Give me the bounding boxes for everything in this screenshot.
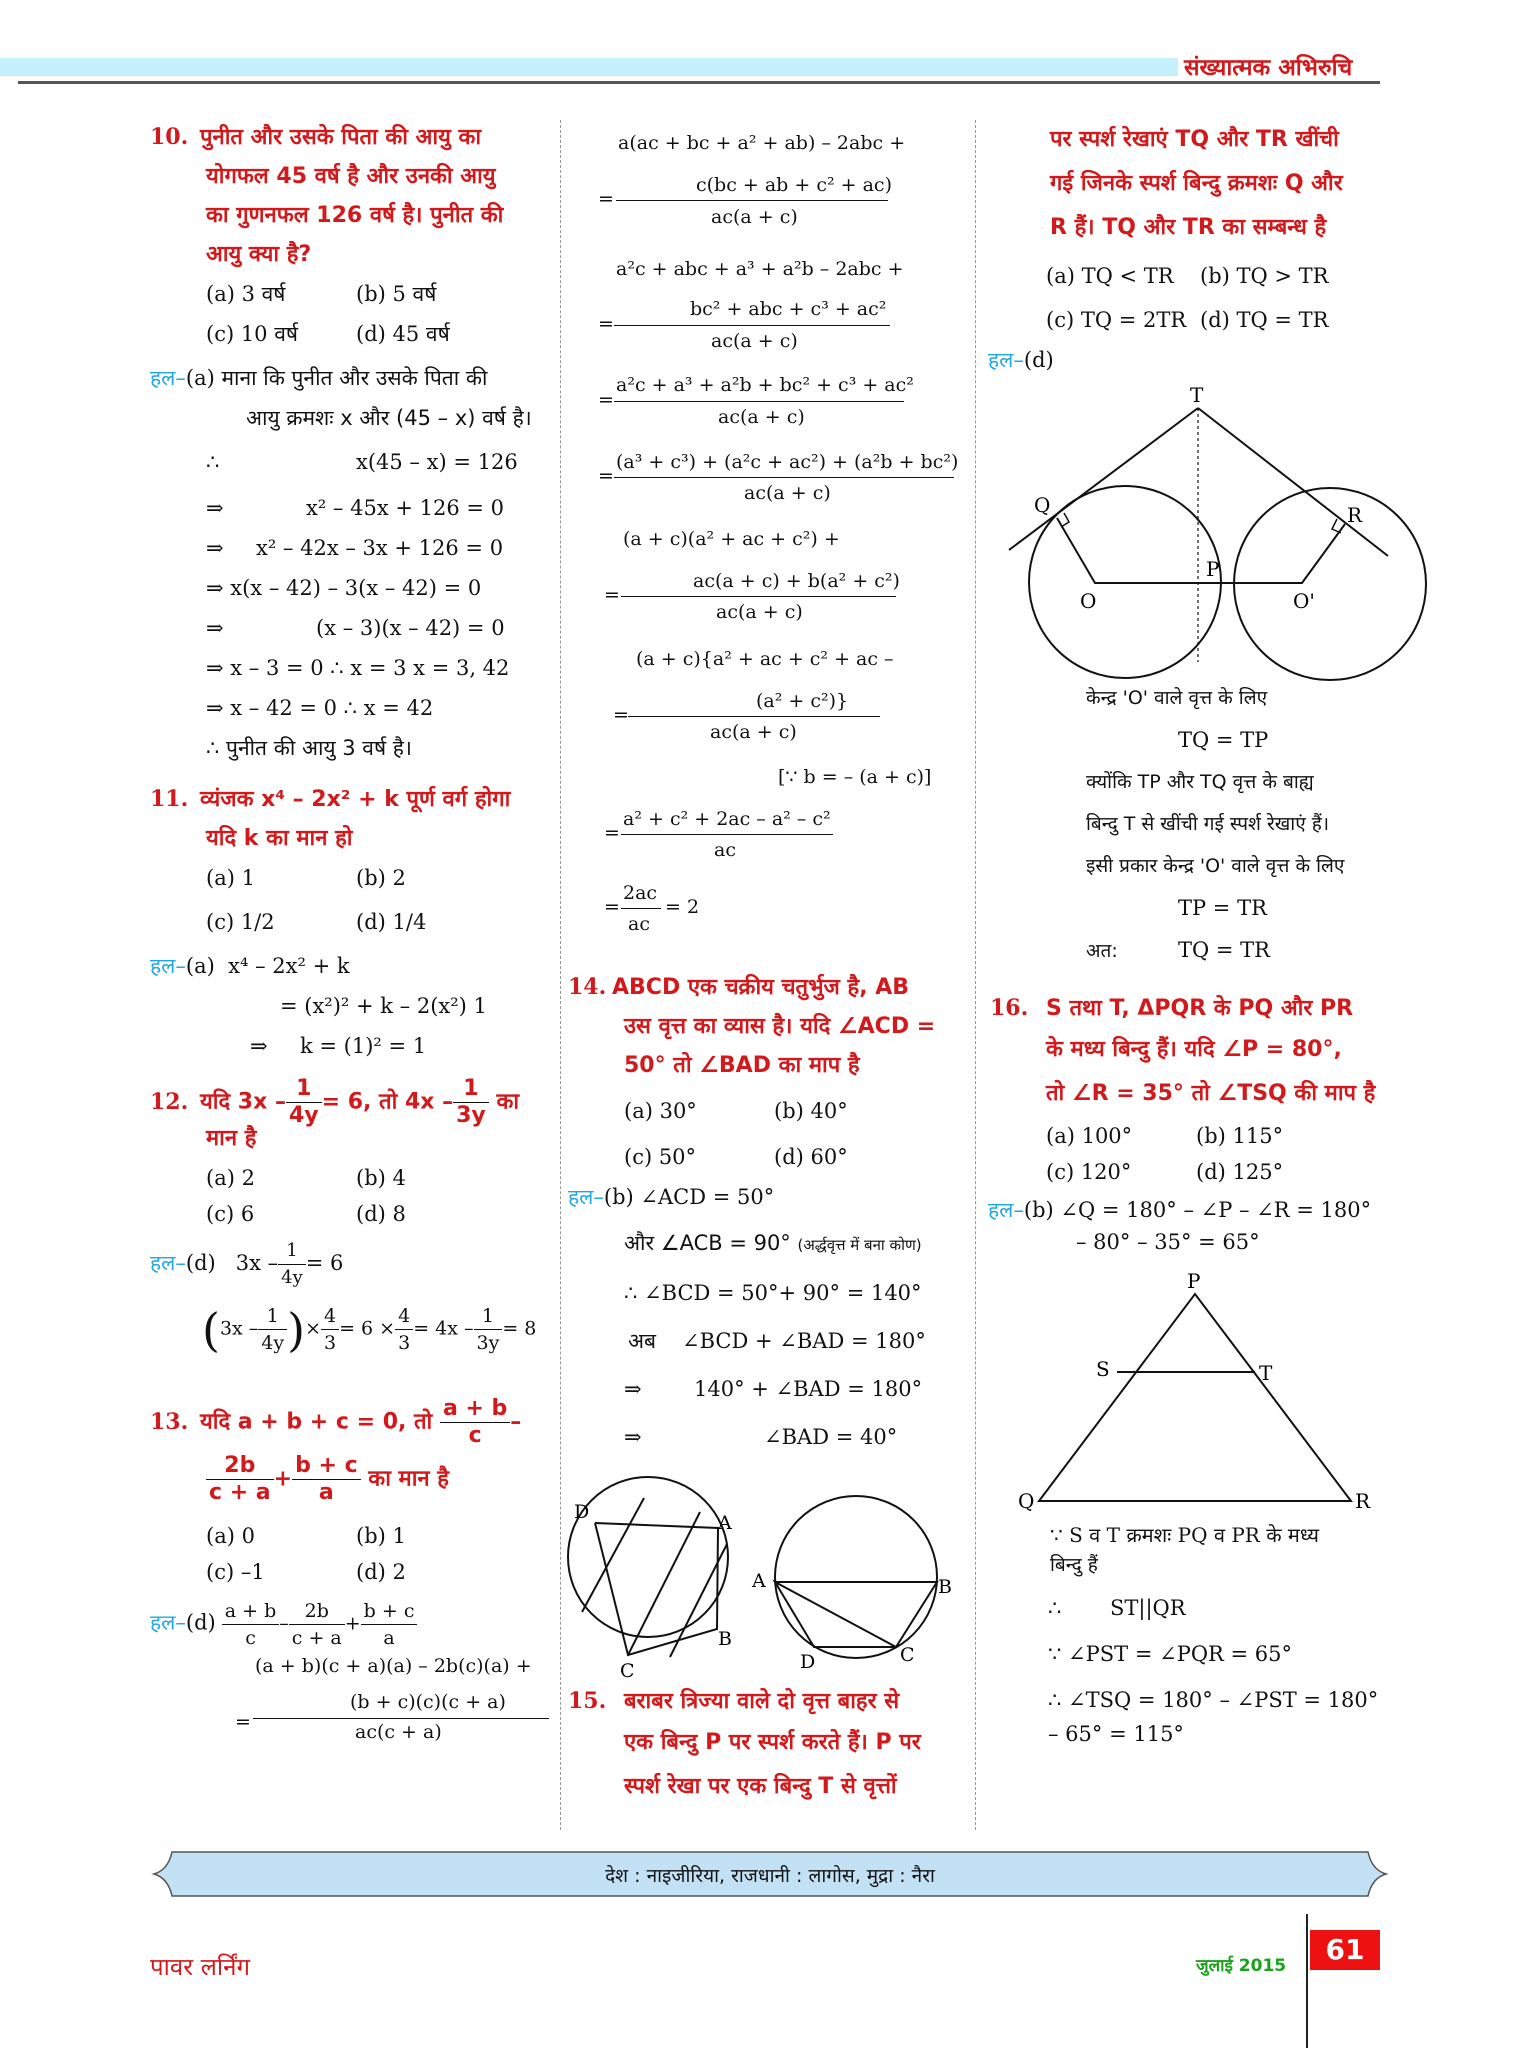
question-text: योगफल 45 वर्ष है और उनकी आयु <box>206 164 496 189</box>
circle-right <box>775 1496 937 1658</box>
label-D: D <box>800 1651 816 1673</box>
label-R: R <box>1347 503 1363 527</box>
fraction-numerator: b + c <box>292 1453 361 1480</box>
equation: TP = TR <box>1178 896 1267 920</box>
equation: ∵ ∠PST = ∠PQR = 65° <box>1048 1642 1293 1666</box>
reason-note: (अर्द्धवृत्त में बना कोण) <box>797 1236 922 1254</box>
solution-step <box>150 528 560 568</box>
options-row <box>568 1137 978 1177</box>
question-number: 15. <box>568 1688 607 1714</box>
question-number: 13. <box>150 1408 189 1435</box>
fraction-bar <box>621 834 833 835</box>
equation: a²c + abc + a³ + a²b – 2abc + <box>616 258 904 280</box>
solution-step <box>150 442 560 482</box>
question-text: व्यंजक x⁴ – 2x² + k पूर्ण वर्ग होगा <box>200 787 511 812</box>
fraction-numerator: 2b <box>206 1453 274 1480</box>
equation: ∠BAD = 40° <box>764 1425 898 1449</box>
fraction-denominator: 3y <box>476 1332 500 1354</box>
question-text: यदि k का मान हो <box>206 826 353 851</box>
solution-label: हल– <box>568 1185 604 1209</box>
equation: ac(a + c) + b(a² + c²) <box>693 570 900 592</box>
label-P: P <box>1206 557 1220 581</box>
options-row <box>150 1158 560 1198</box>
question-text: R हैं। TQ और TR का सम्बन्ध है <box>1050 215 1327 240</box>
solution-step <box>568 1223 978 1265</box>
equation: x² – 45x + 126 = 0 <box>306 496 505 520</box>
operator: = <box>598 188 614 210</box>
fraction-bar <box>614 325 890 326</box>
options-row <box>150 274 560 314</box>
question-number: 12. <box>150 1088 189 1115</box>
question-text: पुनीत और उसके पिता की आयु का <box>200 125 482 150</box>
solution-label: हल– <box>150 954 186 978</box>
fraction-denominator: a <box>383 1627 395 1649</box>
equation: a(ac + bc + a² + ab) – 2abc + <box>618 132 906 154</box>
option: (c) 1/2 <box>206 910 275 934</box>
equation: 3x – <box>219 1317 259 1340</box>
equation: (x – 3)(x – 42) = 0 <box>316 616 505 640</box>
solution-14 <box>568 1177 978 1217</box>
page-number: 61 <box>1310 1930 1380 1970</box>
fraction-numerator: 1 <box>453 1076 489 1103</box>
option: (d) 60° <box>774 1145 848 1169</box>
question-text: स्पर्श रेखा पर एक बिन्दु T से वृत्तों <box>624 1774 897 1799</box>
equation: ⇒ x – 42 = 0 ∴ x = 42 <box>206 696 434 720</box>
implies-symbol: ⇒ <box>206 616 224 640</box>
fraction-denominator: c <box>245 1627 256 1649</box>
fraction-bar <box>614 477 954 478</box>
operator: – <box>279 1612 289 1635</box>
solution-text: केन्द्र 'O' वाले वृत्त के लिए <box>1086 687 1268 709</box>
therefore-symbol: ∴ <box>206 450 220 474</box>
solution-text: इसी प्रकार केन्द्र 'O' वाले वृत्त के लिए <box>1086 855 1345 877</box>
label-R: R <box>1355 1489 1371 1513</box>
label-O-prime: O' <box>1293 589 1315 613</box>
question-text: का <box>496 1089 520 1115</box>
solution-label: हल– <box>988 348 1024 372</box>
question-16 <box>990 989 1390 1116</box>
fraction-bar <box>616 200 888 201</box>
equation: (b + c)(c)(c + a) <box>350 1691 506 1713</box>
question-text: के मध्य बिन्दु हैं। यदि ∠P = 80°, <box>1046 1037 1342 1062</box>
solution-10 <box>150 358 560 398</box>
label-B: B <box>938 1576 952 1598</box>
option: (b) TQ > TR <box>1200 264 1329 288</box>
column-3 <box>990 118 1390 1754</box>
reason-note: [∵ b = – (a + c)] <box>778 766 932 788</box>
equation: = 6 <box>305 1251 344 1275</box>
operator: = <box>604 584 620 606</box>
solution-step <box>990 1588 1390 1628</box>
option: (a) 30° <box>624 1099 697 1123</box>
equation: (a + c){a² + ac + c² + ac – <box>636 648 894 670</box>
option: (a) 3 वर्ष <box>206 282 286 306</box>
column-2 <box>568 118 978 1809</box>
question-text: आयु क्या है? <box>206 242 312 267</box>
options-row <box>150 902 560 942</box>
question-text: यदि a + b + c = 0, तो <box>200 1409 433 1435</box>
question-number: 16. <box>990 995 1029 1021</box>
equation: TQ = TP <box>1178 728 1269 752</box>
equation: और ∠ACB = 90° <box>624 1231 791 1255</box>
equation: = 8 <box>502 1317 537 1340</box>
cyclic-quadrilateral-figures <box>560 1465 970 1682</box>
equation: = (x²)² + k – 2(x²) 1 <box>280 994 487 1018</box>
label-A: A <box>718 1512 732 1534</box>
question-text: तो ∠R = 35° तो ∠TSQ की माप है <box>1046 1081 1376 1106</box>
implies-symbol: ⇒ <box>206 536 224 560</box>
option: (a) TQ < TR <box>1046 264 1174 288</box>
solution-12 <box>150 1238 560 1291</box>
triangle-figure <box>990 1262 1390 1512</box>
equation: ac(a + c) <box>716 601 803 623</box>
solution-text: क्योंकि TP और TQ वृत्त के बाह्य <box>1086 771 1314 793</box>
solution-answer: (a) <box>185 954 215 978</box>
options-row <box>568 1091 978 1131</box>
equation: – 65° = 115° <box>1048 1722 1184 1746</box>
implies-symbol: ⇒ <box>206 496 224 520</box>
implies-symbol: ⇒ <box>624 1377 642 1401</box>
label-Q: Q <box>1034 493 1051 517</box>
label-Q: Q <box>1018 1489 1035 1513</box>
operator: = <box>598 313 614 335</box>
solution-answer: (b) <box>603 1185 634 1209</box>
equation: ∴ ∠TSQ = 180° – ∠PST = 180° <box>1048 1688 1379 1712</box>
operator: + <box>344 1612 361 1635</box>
equation: ST||QR <box>1110 1596 1186 1620</box>
solution-text: माना कि पुनीत और उसके पिता की <box>221 366 488 390</box>
option: (c) 10 वर्ष <box>206 322 299 346</box>
quadrilateral-right <box>775 1582 937 1647</box>
option: (c) 120° <box>1046 1160 1132 1184</box>
equation: (a + c)(a² + ac + c²) + <box>623 528 840 550</box>
question-number: 10. <box>150 124 189 150</box>
line <box>628 1512 700 1655</box>
equation: ac(a + c) <box>718 406 805 428</box>
tangent-circles-figure <box>990 372 1390 672</box>
equation: x(45 – x) = 126 <box>356 450 518 474</box>
option: (d) 125° <box>1196 1160 1284 1184</box>
option: (a) 100° <box>1046 1124 1133 1148</box>
equation: × <box>305 1317 321 1340</box>
label-now: अब <box>628 1329 657 1353</box>
equation: ac(c + a) <box>355 1721 442 1743</box>
solution-step <box>150 488 560 528</box>
options-row <box>150 1194 560 1234</box>
fraction-denominator: 4y <box>261 1332 285 1354</box>
option: (a) 2 <box>206 1166 255 1190</box>
options-row <box>990 1116 1390 1156</box>
option: (b) 115° <box>1196 1124 1284 1148</box>
equation: (a² + c²)} <box>756 690 849 712</box>
publication-name: पावर लर्निंग <box>150 1953 250 1981</box>
right-angle-mark <box>1061 513 1069 527</box>
option: (b) 1 <box>356 1524 406 1548</box>
options-row <box>150 314 560 354</box>
equation: c(bc + ab + c² + ac) <box>696 174 892 196</box>
options-row <box>150 1552 560 1592</box>
fraction-bar <box>628 716 880 717</box>
solution-11 <box>150 946 560 986</box>
label-A: A <box>752 1570 766 1592</box>
equation: a²c + a³ + a²b + bc² + c³ + ac² <box>616 374 914 396</box>
footer-divider <box>1306 1914 1308 2048</box>
option: (a) 0 <box>206 1524 255 1548</box>
equation: – 80° – 35° = 65° <box>1076 1230 1260 1254</box>
label-C: C <box>900 1644 915 1666</box>
operator: = <box>598 389 614 411</box>
question-text: गई जिनके स्पर्श बिन्दु क्रमशः Q और <box>1050 171 1343 196</box>
fact-banner-text: देश : नाइजीरिया, राजधानी : लागोस, मुद्रा : नैरा <box>605 1865 935 1887</box>
label-D: D <box>574 1501 590 1523</box>
fraction-denominator: 4y <box>288 1103 319 1128</box>
solution-13-final <box>568 758 978 1078</box>
equation: a² + c² + 2ac – a² – c² <box>623 808 831 830</box>
options-row <box>990 1152 1390 1192</box>
solution-text: बिन्दु हैं <box>1050 1554 1098 1576</box>
operator: = <box>235 1711 251 1733</box>
equation: ⇒ x – 3 = 0 ∴ x = 3 x = 3, 42 <box>206 656 510 680</box>
solution-step <box>150 1651 560 1751</box>
option: (c) TQ = 2TR <box>1046 308 1187 332</box>
question-text: उस वृत्त का व्यास है। यदि ∠ACD = <box>624 1014 936 1039</box>
option: (b) 5 वर्ष <box>356 282 437 306</box>
quadrilateral-left <box>595 1523 718 1655</box>
solution-13 <box>150 1598 560 1651</box>
option: (d) 45 वर्ष <box>356 322 450 346</box>
fraction-denominator: a <box>318 1480 334 1505</box>
implies-symbol: ⇒ <box>250 1034 268 1058</box>
equation: = 2 <box>665 896 700 918</box>
triangle-PQR <box>1039 1294 1351 1501</box>
solution-answer: (d) <box>185 1610 216 1635</box>
fraction-numerator: 4 <box>321 1303 339 1330</box>
label-P: P <box>1187 1269 1201 1293</box>
section-title: संख्यात्मक अभिरुचि <box>1184 55 1353 81</box>
equation: (a + b)(c + a)(a) – 2b(c)(a) + <box>255 1655 532 1677</box>
circle-left <box>568 1477 728 1637</box>
fact-banner-text-box <box>152 1850 1388 1898</box>
solution-step <box>150 608 560 648</box>
option: (d) TQ = TR <box>1200 308 1329 332</box>
question-text: एक बिन्दु P पर स्पर्श करते हैं। P पर <box>624 1730 921 1755</box>
solution-13-continued <box>568 118 978 758</box>
equation: 3x – <box>235 1251 279 1275</box>
solution-text: आयु क्रमशः x और (45 – x) वर्ष है। <box>246 406 532 430</box>
label-hence: अत: <box>1086 940 1118 962</box>
question-text: का गुणनफल 126 वर्ष है। पुनीत की <box>206 203 504 228</box>
equation: ∠BCD + ∠BAD = 180° <box>682 1329 926 1353</box>
question-text: यदि 3x – <box>200 1089 286 1115</box>
option: (d) 1/4 <box>356 910 427 934</box>
fraction-numerator: b + c <box>361 1598 418 1625</box>
header-band <box>0 58 1178 76</box>
solution-step: (3x – $\frac{1}{4y}$ )× $\frac{4}{3}$ = 6 × $\frac{4}{3}$ = 4x – $\frac{1}{3y}$ = 8 <box>202 1302 537 1357</box>
fraction-numerator: 1 <box>258 1303 287 1330</box>
equation: ∠ACD = 50° <box>640 1185 775 1209</box>
column-1 <box>150 118 560 1751</box>
solution-answer: (d) <box>1023 348 1054 372</box>
equation: TQ = TR <box>1178 938 1270 962</box>
option: (d) 2 <box>356 1560 406 1584</box>
fraction-numerator: 2b <box>289 1598 345 1625</box>
question-text: ABCD एक चक्रीय चतुर्भुज है, AB <box>612 975 910 1000</box>
equation: = 4x – <box>413 1317 474 1340</box>
fraction-numerator: a + b <box>222 1598 280 1625</box>
question-15 <box>568 1682 978 1809</box>
solution-step <box>990 930 1390 971</box>
question-text: मान है <box>206 1126 257 1151</box>
radii-lines <box>1057 518 1345 583</box>
equation: x² – 42x – 3x + 126 = 0 <box>256 536 504 560</box>
question-text: पर स्पर्श रेखाएं TQ और TR खींची <box>1050 127 1339 152</box>
fraction-denominator: 3y <box>456 1103 486 1128</box>
label-T: T <box>1259 1361 1273 1385</box>
equation: ac(a + c) <box>711 206 798 228</box>
question-number: 11. <box>150 786 189 812</box>
label-C: C <box>620 1660 635 1682</box>
tangent-TQ <box>1009 408 1198 550</box>
equation: ac(a + c) <box>711 330 798 352</box>
label-T: T <box>1190 383 1204 407</box>
option: (c) 6 <box>206 1202 255 1226</box>
question-13 <box>150 1396 560 1506</box>
options-row <box>150 858 560 898</box>
fraction-bar <box>621 596 896 597</box>
fraction-denominator: 3 <box>324 1332 337 1354</box>
question-text: का मान है <box>368 1466 449 1492</box>
solution-step <box>568 1321 978 1361</box>
solution-label: हल– <box>150 1610 186 1635</box>
solution-step <box>150 1026 560 1066</box>
equation: x⁴ – 2x² + k <box>228 954 350 978</box>
operator: + <box>273 1466 293 1492</box>
fraction-numerator: 1 <box>278 1238 306 1265</box>
fraction-bar <box>253 1718 549 1719</box>
question-15-continued <box>990 118 1390 250</box>
equation: ac(a + c) <box>744 482 831 504</box>
solution-label: हल– <box>988 1198 1024 1222</box>
fraction-numerator: 1 <box>286 1076 322 1103</box>
label-B: B <box>718 1628 732 1650</box>
solution-answer: (d) <box>185 1251 216 1275</box>
equation: k = (1)² = 1 <box>300 1034 427 1058</box>
fraction-numerator: a + b <box>440 1396 510 1423</box>
solution-step <box>568 1417 978 1457</box>
question-text: बराबर त्रिज्या वाले दो वृत्त बाहर से <box>624 1689 900 1714</box>
fraction-denominator: 4y <box>281 1267 303 1288</box>
option: (c) 50° <box>624 1145 697 1169</box>
equation: bc² + abc + c³ + ac² <box>690 298 887 320</box>
equation: ac <box>628 913 650 935</box>
question-text: S तथा T, ΔPQR के PQ और PR <box>1046 996 1354 1021</box>
fraction-denominator: c + a <box>291 1627 342 1649</box>
solution-label: हल– <box>150 1251 186 1275</box>
options-row <box>150 1516 560 1556</box>
equation: ⇒ x(x – 42) – 3(x – 42) = 0 <box>206 576 482 600</box>
option: (b) 2 <box>356 866 406 890</box>
fraction-bar <box>614 401 904 402</box>
question-11 <box>150 780 560 858</box>
equation: ∠Q = 180° – ∠P – ∠R = 180° <box>1060 1198 1372 1222</box>
options-row <box>990 300 1390 340</box>
question-10 <box>150 118 560 274</box>
operator: = <box>613 704 629 726</box>
solution-answer: (b) <box>1023 1198 1054 1222</box>
operator: = <box>604 822 620 844</box>
fraction-denominator: 3 <box>398 1332 411 1354</box>
solution-step <box>568 1369 978 1409</box>
fraction-numerator: 4 <box>395 1303 413 1330</box>
header-rule <box>18 81 1380 84</box>
operator: = <box>598 465 614 487</box>
option: (b) 40° <box>774 1099 848 1123</box>
equation: 2ac <box>623 882 658 904</box>
question-text: 50° तो ∠BAD का माप है <box>624 1053 860 1078</box>
tangent-TR <box>1198 408 1388 556</box>
fraction-denominator: c + a <box>209 1480 271 1505</box>
option: (a) 1 <box>206 866 255 890</box>
label-S: S <box>1096 1357 1110 1381</box>
implies-symbol: ⇒ <box>624 1425 642 1449</box>
option: (d) 8 <box>356 1202 406 1226</box>
question-12 <box>150 1076 560 1158</box>
solution-label: हल– <box>150 366 186 390</box>
option: (c) –1 <box>206 1560 265 1584</box>
equation: (a³ + c³) + (a²c + ac²) + (a²b + bc²) <box>616 451 959 473</box>
operator: – <box>510 1409 522 1435</box>
therefore-symbol: ∴ <box>1048 1596 1062 1620</box>
solution-answer: (a) <box>185 366 215 390</box>
equation: ac <box>714 839 736 861</box>
equation: ac(a + c) <box>710 721 797 743</box>
equation: = 6 × <box>339 1317 396 1340</box>
question-number: 14. <box>568 974 607 1000</box>
fraction-bar <box>621 908 661 909</box>
equation: ∴ ∠BCD = 50°+ 90° = 140° <box>624 1281 922 1305</box>
conclusion: ∴ पुनीत की आयु 3 वर्ष है। <box>206 736 412 760</box>
solution-text: ∵ S व T क्रमशः PQ व PR के मध्य <box>1050 1523 1319 1547</box>
fraction-denominator: c <box>468 1423 482 1448</box>
operator: = <box>604 896 620 918</box>
fraction-numerator: 1 <box>474 1303 503 1330</box>
equation: 140° + ∠BAD = 180° <box>694 1377 923 1401</box>
question-text: = 6, तो 4x – <box>321 1089 454 1115</box>
option: (b) 4 <box>356 1166 406 1190</box>
issue-date: जुलाई 2015 <box>1196 1956 1287 1976</box>
options-row <box>990 256 1390 296</box>
solution-text: बिन्दु T से खींची गई स्पर्श रेखाएं हैं। <box>1086 813 1330 835</box>
label-O: O <box>1080 589 1097 613</box>
